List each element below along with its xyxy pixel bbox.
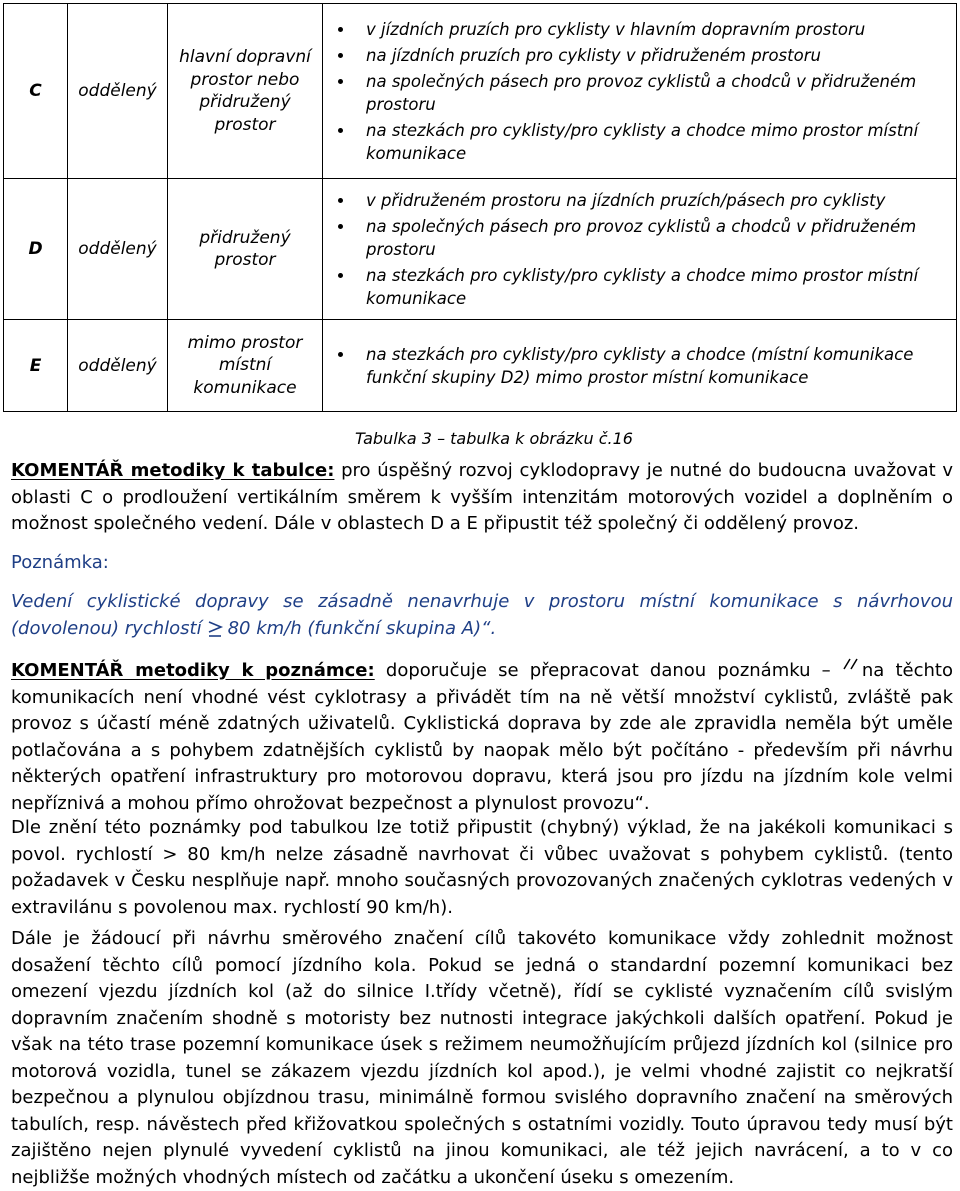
list-item: v přidruženém prostoru na jízdních pruzích/pásech pro cyklisty (323, 189, 956, 212)
note-label: Poznámka: (11, 552, 109, 573)
items-list (323, 18, 956, 165)
items-list (323, 189, 956, 310)
type-cell: oddělený (68, 320, 168, 412)
space-cell: přidružený prostor (168, 179, 323, 320)
items-cell (323, 4, 957, 179)
low-quote-icon (842, 652, 860, 664)
list-item: na společných pásech pro provoz cyklistů a chodců v přidruženém prostoru (323, 215, 956, 261)
greater-or-equal-icon (206, 620, 224, 636)
items-cell (323, 320, 957, 412)
space-cell: hlavní dopravní prostor nebo přidružený prostor (168, 4, 323, 179)
list-item: na stezkách pro cyklisty/pro cyklisty a chodce (místní komunikace funkční skupiny D2) mimo prostor místní komunikace (323, 343, 956, 389)
paragraph-signage: Dále je žádoucí při návrhu směrového značení cílů takovéto komunikace vždy zohlednit možnost dosažení těchto cílů pomocí jízdního kola. Pokud se jedná o standardní pozemní komunikaci bez omezení vjezdu jízdních kol (až do silnice I.třídy včetně), řídí se cyklisté vyznačením cílů svislým dopravním značením shodně s motoristy bez nutnosti integrace jakýchkoli dalších opatření. Pokud je však na této trase pozemní komunikace úsek s režimem neumožňujícím průjezd jízdních kol (silnice pro motorová vozidla, tunel se zákazem vjezdu jízdních kol apod.), je velmi vhodné zajistit co nejkratší bezpečnou a plynulou objízdnou trasu, minimálně formou svislého dopravního značení na směrových tabulích, resp. návěstech před křižovatkou společných s ostatními vozidly. Touto úpravou tedy musí být zajištěno nejen plynulé vyvedení cyklistů na jinou komunikaci, ale též jejich navrácení, a to v co nejbližše možných vhodných místech od začátku a ukončení úseku s omezením. (11, 928, 953, 1188)
note-text-before: Vedení cyklistické dopravy se zásadně nenavrhuje v prostoru místní komunikace s návrhovou (dovolenou) rychlostí (11, 591, 953, 639)
comment-note-paragraph (11, 652, 953, 817)
comment-text: pro úspěšný rozvoj cyklodopravy je nutné do budoucna uvažovat v oblasti C o prodloužení vertikálním směrem k vyšším intenzitám motorových vozidel a doplněním o možnost společného vedení. Dále v oblastech D a E připustit též společný či oddělený provoz. (11, 460, 953, 534)
type-cell: oddělený (68, 179, 168, 320)
note-paragraph (11, 589, 953, 642)
paragraph-interpretation: Dle znění této poznámky pod tabulkou lze totiž připustit (chybný) výklad, že na jakékoli komunikaci s povol. rychlostí > 80 km/h nelze zásadně navrhovat či vůbec uvažovat s pohybem cyklistů. (tento požadavek v Česku nesplňuje např. mnoho současných provozovaných značených cyklotras vedených v extravilánu s povolenou max. rychlostí 90 km/h). (11, 817, 953, 918)
items-list (323, 343, 956, 389)
category-cell: C (4, 4, 68, 179)
table-caption: Tabulka 3 – tabulka k obrázku č.16 (355, 429, 633, 448)
note-text-after: 80 km/h (funkční skupina A)“. (227, 617, 497, 639)
table-row-c (4, 4, 957, 179)
list-item: na stezkách pro cyklisty/pro cyklisty a chodce mimo prostor místní komunikace (323, 264, 956, 310)
comment-text-after: na těchto komunikacích není vhodné vést cyklotrasy a přivádět tím na ně větší množství cyklistů, zvláště pak provoz s účastí méně zdatných uživatelů. Cyklistická doprava by zde ale zpravidla neměla být uměle potlačována a s pohybem zdatnějších cyklistů by naopak mělo být počítáno - především při návrhu některých opatření infrastruktury pro motorovou dopravu, která jsou pro jízdu na jízdním kole velmi nepříznivá a mohou přímo ohrožovat bezpečnost a plynulost provozu“. (11, 660, 953, 814)
category-cell: E (4, 320, 68, 412)
comment-text-before: doporučuje se přepracovat danou poznámku – (385, 660, 831, 681)
comment-table-paragraph (11, 458, 953, 538)
list-item: na jízdních pruzích pro cyklisty v přidruženém prostoru (323, 44, 956, 67)
table-row-e (4, 320, 957, 412)
table-row-d (4, 179, 957, 320)
type-cell: oddělený (68, 4, 168, 179)
items-cell (323, 179, 957, 320)
category-table (3, 3, 957, 412)
list-item: v jízdních pruzích pro cyklisty v hlavním dopravním prostoru (323, 18, 956, 41)
space-cell: mimo prostor místní komunikace (168, 320, 323, 412)
comment-label: KOMENTÁŘ metodiky k poznámce: (11, 660, 375, 681)
list-item: na společných pásech pro provoz cyklistů a chodců v přidruženém prostoru (323, 70, 956, 116)
comment-label: KOMENTÁŘ metodiky k tabulce: (11, 460, 335, 481)
category-cell: D (4, 179, 68, 320)
list-item: na stezkách pro cyklisty/pro cyklisty a chodce mimo prostor místní komunikace (323, 119, 956, 165)
